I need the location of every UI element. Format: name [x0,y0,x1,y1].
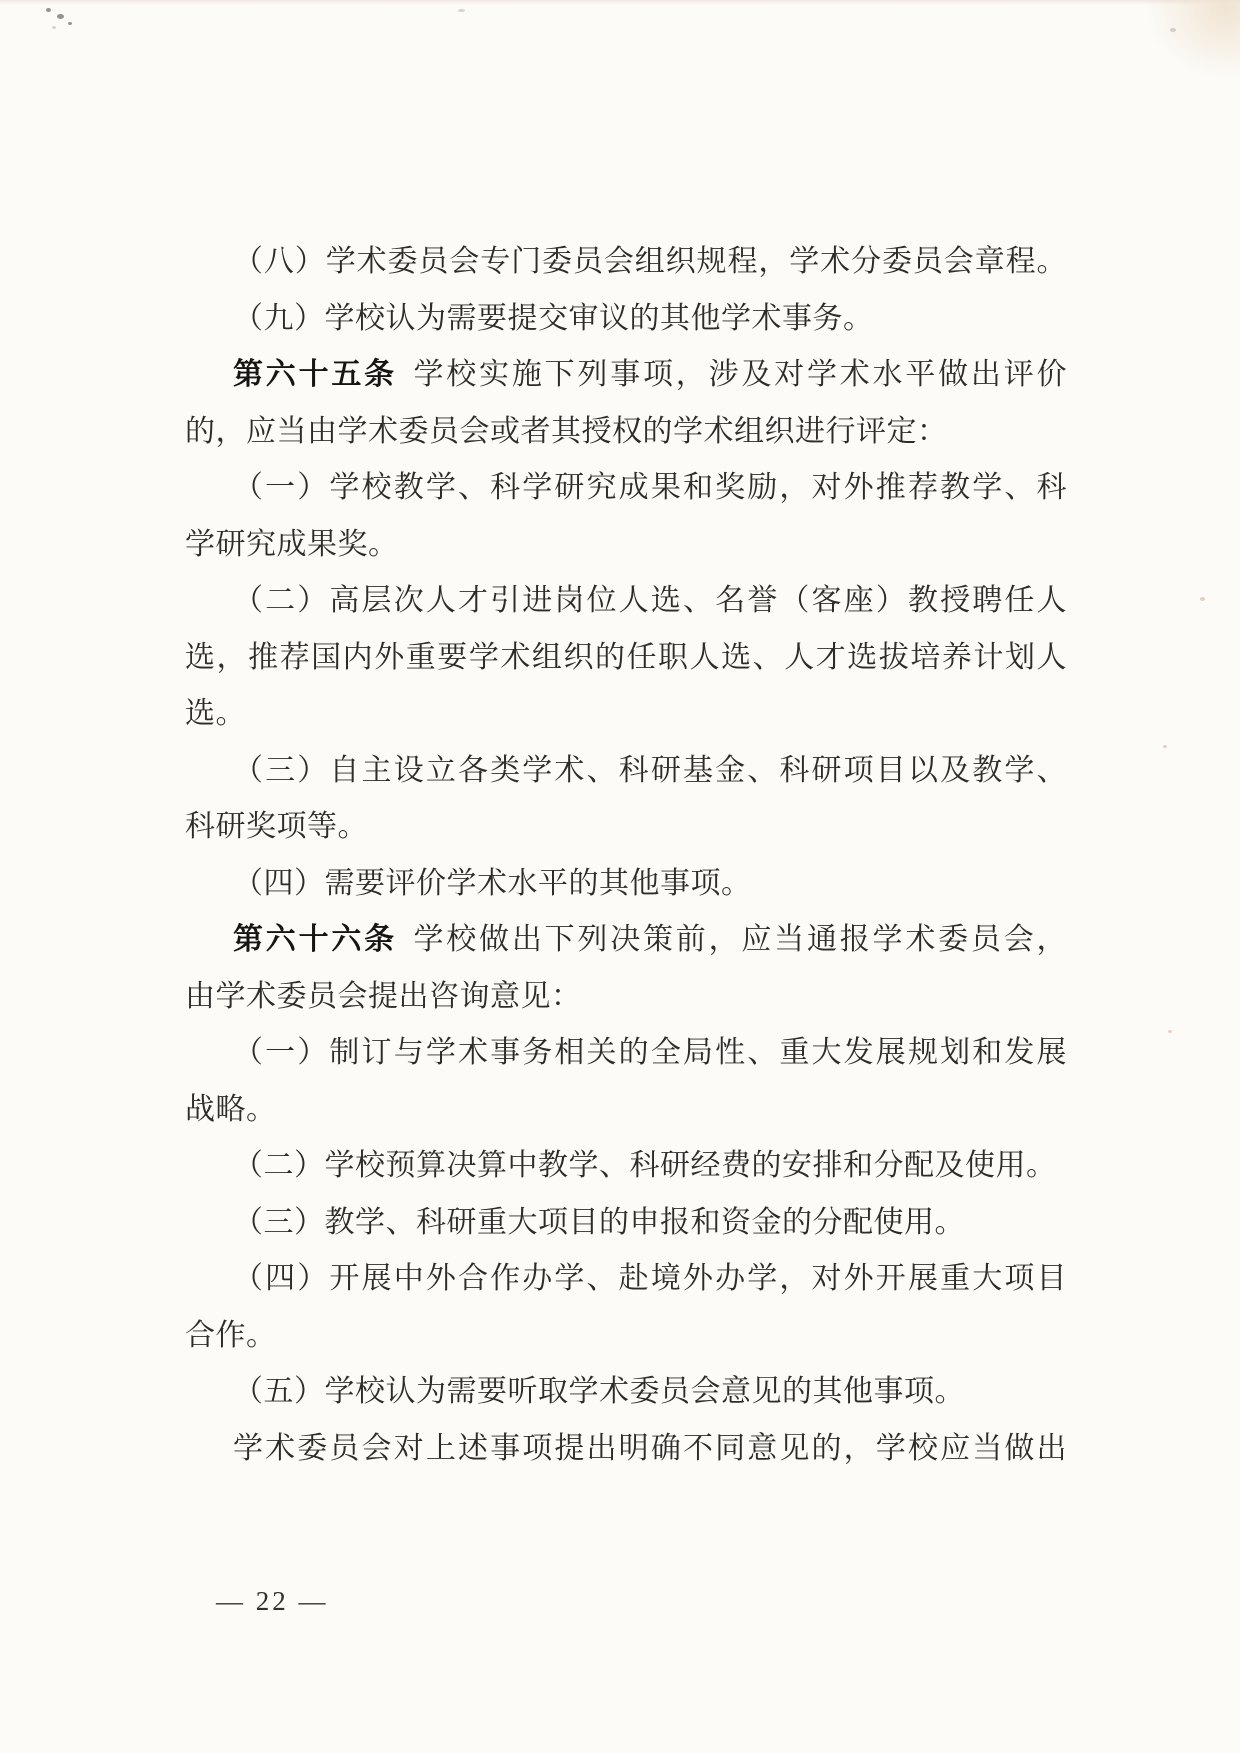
scan-speck [1170,28,1176,32]
text-line: （一）制订与学术事务相关的全局性、重大发展规划和发展 [233,1036,1067,1069]
scan-speck [52,26,56,29]
scan-speck [1168,1030,1172,1033]
text-line: （一）学校教学、科学研究成果和奖励，对外推荐教学、科 [233,471,1067,504]
text-line: （三）教学、科研重大项目的申报和资金的分配使用。 [233,1205,965,1239]
text-line: （九）学校认为需要提交审议的其他学术事务。 [233,301,874,335]
scan-speck [57,14,64,19]
page-number: — 22 — [216,1586,329,1616]
article-heading: 第六十五条 [233,358,397,391]
scan-speck [68,22,72,25]
scan-speck [1163,745,1167,748]
text-line: （二）高层次人才引进岗位人选、名誉（客座）教授聘任人 [233,584,1067,617]
scan-speck [458,9,465,12]
text-line: 由学术委员会提出咨询意见： [185,979,582,1013]
scan-speck [1200,597,1205,601]
text-line: （五）学校认为需要听取学术委员会意见的其他事项。 [233,1375,965,1408]
text-line: 选，推荐国内外重要学术组织的任职人选、人才选拔培养计划人 [185,640,1067,674]
text-line: 学研究成果奖。 [185,527,399,561]
scan-speck [46,8,51,12]
text-line: 合作。 [185,1318,277,1352]
article-heading: 第六十六条 [233,923,397,956]
text-line: （四）需要评价学术水平的其他事项。 [233,866,752,900]
text-line: 科研奖项等。 [185,810,368,843]
text-line: 学术委员会对上述事项提出明确不同意见的，学校应当做出 [233,1431,1067,1465]
text-line: 第六十六条 学校做出下列决策前，应当通报学术委员会， [233,923,1068,956]
text-line: （二）学校预算决算中教学、科研经费的安排和分配及使用。 [233,1149,1057,1182]
text-line: （三）自主设立各类学术、科研基金、科研项目以及教学、 [233,753,1067,787]
text-line: 第六十五条 学校实施下列事项，涉及对学术水平做出评价 [233,358,1068,391]
scan-edge-tint [0,0,1240,5]
text-line: （四）开展中外合作办学、赴境外办学，对外开展重大项目 [233,1262,1067,1295]
text-line: 选。 [185,697,246,730]
scan-corner-smudge [1145,0,1240,80]
text-line: （八）学术委员会专门委员会组织规程，学术分委员会章程。 [233,245,1067,278]
document-body [185,234,1067,1477]
text-line: 战略。 [185,1092,277,1126]
text-line: 的，应当由学术委员会或者其授权的学术组织进行评定： [185,414,948,448]
